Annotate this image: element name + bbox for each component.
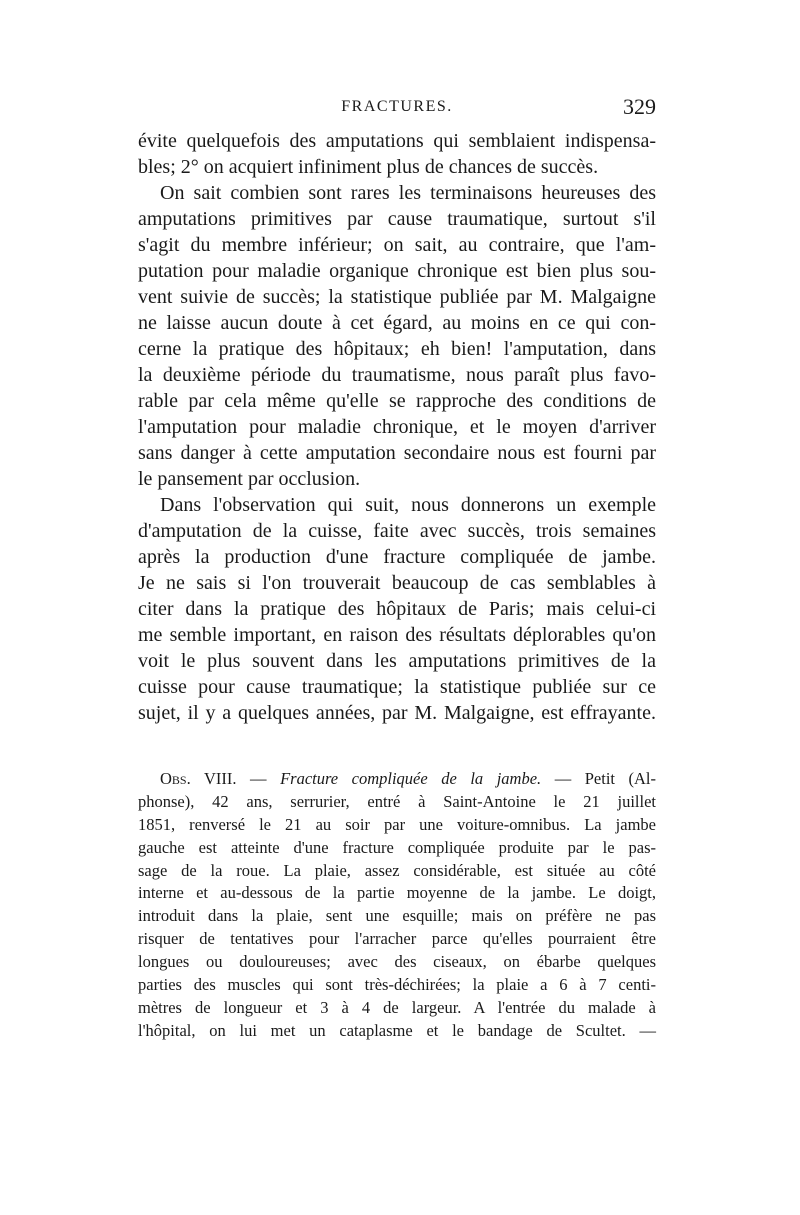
- text-line: ne laisse aucun doute à cet égard, au moins en ce qui con-: [138, 312, 656, 334]
- text-line: bles; 2° on acquiert infiniment plus de chances de succès.: [138, 156, 599, 178]
- observation-line: mètres de longueur et 3 à 4 de largeur. A l'entrée du malade à: [138, 997, 656, 1017]
- observation-line: longues ou douloureuses; avec des ciseaux, on ébarbe quelques: [138, 952, 656, 972]
- observation-patient: Petit (Al-: [584, 769, 657, 788]
- observation-line: interne et au-dessous de la partie moyenne de la jambe. Le doigt,: [138, 883, 656, 903]
- observation-line: phonse), 42 ans, serrurier, entré à Saint-Antoine le 21 juillet: [138, 791, 656, 811]
- text-line: citer dans la pratique des hôpitaux de Paris; mais celui-ci: [138, 598, 656, 620]
- running-head: FRACTURES.: [341, 98, 453, 115]
- text-line: s'agit du membre inférieur; on sait, au contraire, que l'am-: [138, 234, 656, 256]
- text-line: Je ne sais si l'on trouverait beaucoup de cas semblables à: [138, 572, 656, 594]
- text-line: voit le plus souvent dans les amputations primitives de la: [138, 650, 656, 672]
- text-line: me semble important, en raison des résultats déplorables qu'on: [138, 624, 656, 646]
- page-number: 329: [623, 94, 656, 119]
- observation-first-line: [138, 768, 656, 791]
- text-line: vent suivie de succès; la statistique publiée par M. Malgaigne: [138, 286, 656, 308]
- observation-line: gauche est atteinte d'une fracture compliquée produite par le pas-: [138, 837, 656, 857]
- observation-dash: —: [541, 769, 585, 788]
- observation-dash: —: [236, 769, 281, 788]
- text-line: Dans l'observation qui suit, nous donnerons un exemple: [160, 494, 656, 516]
- page-header: [138, 94, 656, 124]
- text-line: après la production d'une fracture compliquée de jambe.: [138, 546, 656, 568]
- main-text: [138, 128, 656, 726]
- observation-line: sage de la roue. La plaie, assez considérable, est située au côté: [138, 860, 656, 880]
- text-line: la deuxième période du traumatisme, nous paraît plus favo-: [138, 364, 656, 386]
- text-line: sujet, il y a quelques années, par M. Malgaigne, est effrayante.: [138, 702, 656, 724]
- text-line: évite quelquefois des amputations qui semblaient indispensa-: [138, 130, 656, 152]
- text-line: d'amputation de la cuisse, faite avec succès, trois semaines: [138, 520, 656, 542]
- observation-label: Obs. VIII.: [160, 769, 237, 788]
- text-line: amputations primitives par cause traumatique, surtout s'il: [138, 208, 656, 230]
- observation-block: [138, 768, 656, 1043]
- text-line: l'amputation pour maladie chronique, et le moyen d'arriver: [138, 416, 656, 438]
- observation-line: parties des muscles qui sont très-déchirées; la plaie a 6 à 7 centi-: [138, 975, 656, 995]
- observation-title: Fracture compliquée de la jambe.: [280, 769, 542, 788]
- observation-line: l'hôpital, on lui met un cataplasme et le bandage de Scultet. —: [138, 1020, 656, 1040]
- text-line: cerne la pratique des hôpitaux; eh bien! l'amputation, dans: [138, 338, 656, 360]
- observation-line: 1851, renversé le 21 au soir par une voiture-omnibus. La jambe: [138, 814, 656, 834]
- text-line: putation pour maladie organique chronique est bien plus sou-: [138, 260, 656, 282]
- text-line: On sait combien sont rares les terminaisons heureuses des: [160, 182, 656, 204]
- text-line: le pansement par occlusion.: [138, 468, 361, 490]
- text-line: sans danger à cette amputation secondaire nous est fourni par: [138, 442, 656, 464]
- observation-line: risquer de tentatives pour l'arracher parce qu'elles pourraient être: [138, 929, 656, 949]
- text-line: rable par cela même qu'elle se rapproche des conditions de: [138, 390, 656, 412]
- observation-line: introduit dans la plaie, sent une esquille; mais on préfère ne pas: [138, 906, 656, 926]
- text-line: cuisse pour cause traumatique; la statistique publiée sur ce: [138, 676, 656, 698]
